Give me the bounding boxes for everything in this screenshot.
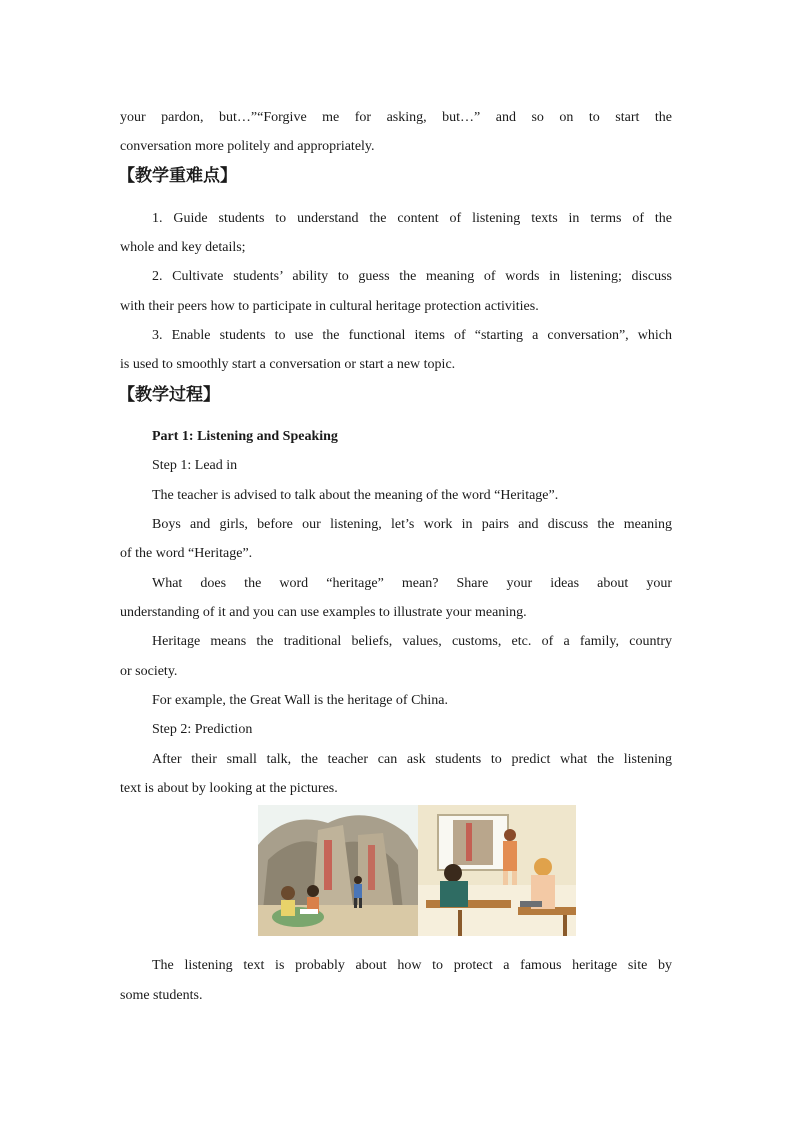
process-heading: 【教学过程】: [118, 385, 220, 405]
key-point-1-line-2: whole and key details;: [120, 240, 246, 255]
paragraph-7-line-2: some students.: [120, 988, 203, 1003]
key-point-1-line-1: 1. Guide students to understand the content of listening texts in terms of the: [152, 211, 672, 226]
key-point-3-line-2: is used to smoothly start a conversation or start a new topic.: [120, 357, 456, 372]
paragraph-4-line-2: or society.: [120, 664, 178, 679]
intro-line-1: your pardon, but…”“Forgive me for asking, but…” and so on to start the: [120, 110, 672, 125]
paragraph-1: The teacher is advised to talk about the meaning of the word “Heritage”.: [152, 488, 559, 503]
intro-line-2: conversation more politely and appropriately.: [120, 139, 375, 154]
paragraph-4-line-1: Heritage means the traditional beliefs, values, customs, etc. of a family, country: [152, 634, 672, 649]
classroom-scene: [418, 805, 576, 936]
paragraph-2-line-2: of the word “Heritage”.: [120, 546, 253, 561]
paragraph-6-line-2: text is about by looking at the pictures.: [120, 781, 338, 796]
key-point-2-line-1: 2. Cultivate students’ ability to guess the meaning of words in listening; discuss: [152, 269, 672, 284]
paragraph-3-line-1: What does the word “heritage” mean? Share your ideas about your: [152, 576, 672, 591]
key-point-3-line-1: 3. Enable students to use the functional items of “starting a conversation”, which: [152, 328, 672, 343]
paragraph-5: For example, the Great Wall is the heritage of China.: [152, 693, 449, 708]
step-2-title: Step 2: Prediction: [152, 722, 253, 737]
paragraph-2-line-1: Boys and girls, before our listening, let’s work in pairs and discuss the meaning: [152, 517, 672, 532]
part-1-title: Part 1: Listening and Speaking: [152, 429, 338, 444]
rock-heritage-scene: [258, 805, 418, 936]
paragraph-3-line-2: understanding of it and you can use examples to illustrate your meaning.: [120, 605, 527, 620]
key-points-heading: 【教学重难点】: [118, 166, 237, 186]
paragraph-6-line-1: After their small talk, the teacher can ask students to predict what the listening: [152, 752, 672, 767]
paragraph-7-line-1: The listening text is probably about how to protect a famous heritage site by: [152, 958, 672, 973]
listening-pictures-illustration: [258, 805, 576, 936]
step-1-title: Step 1: Lead in: [152, 458, 238, 473]
key-point-2-line-2: with their peers how to participate in cultural heritage protection activities.: [120, 299, 539, 314]
